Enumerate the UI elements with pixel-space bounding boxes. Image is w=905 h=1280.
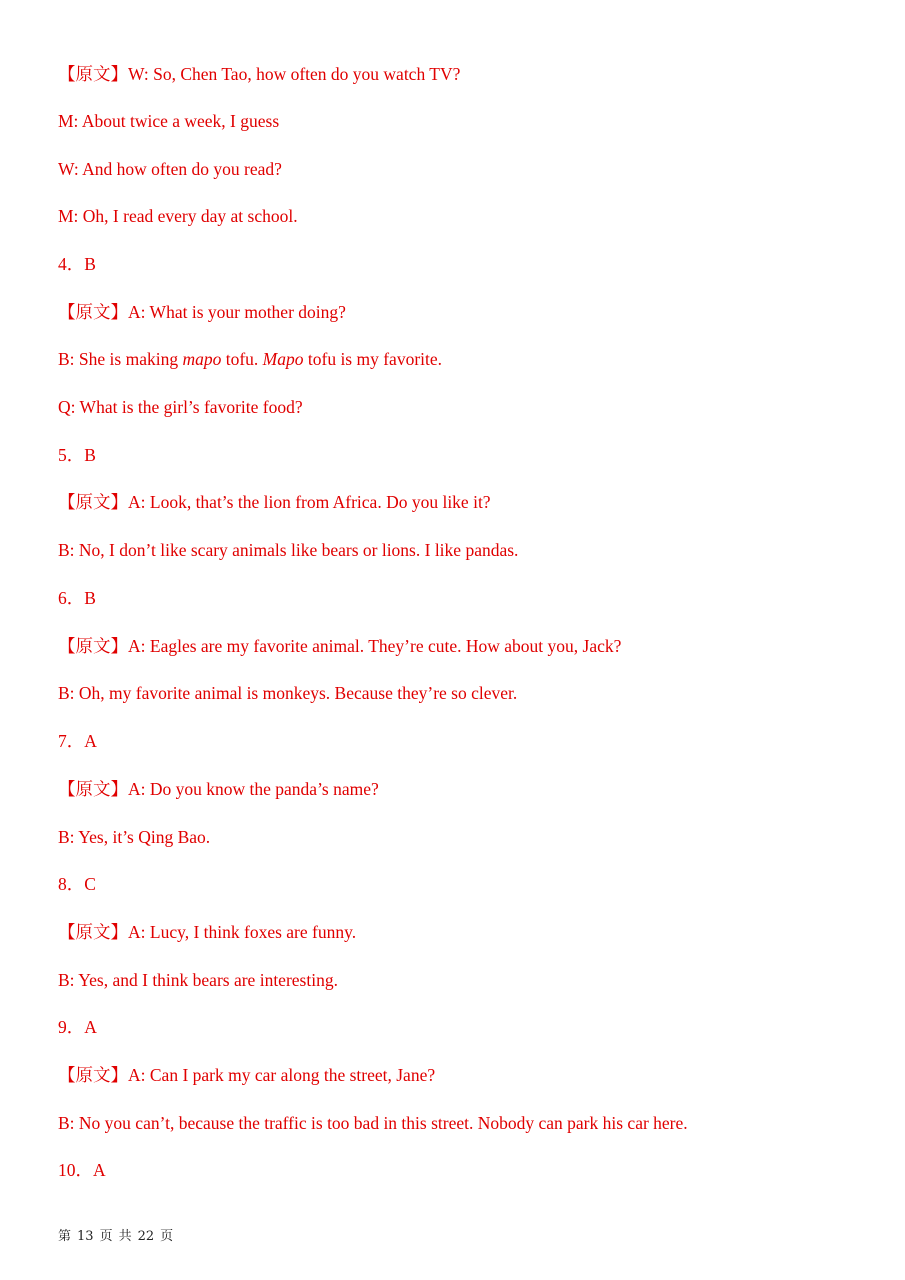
answer-line — [58, 252, 865, 276]
line-text: A: What is your mother doing? — [128, 302, 346, 322]
source-text-tag: 【原文】 — [58, 922, 128, 942]
text-line — [58, 300, 865, 324]
line-text: A: Eagles are my favorite animal. They’re cute. How about you, Jack? — [128, 636, 622, 656]
answer-text: 6．B — [58, 588, 96, 608]
footer-word: 共 — [118, 1229, 132, 1244]
source-text-tag: 【原文】 — [58, 302, 128, 322]
page-footer — [58, 1228, 179, 1246]
line-text-part: tofu is my favorite. — [303, 349, 443, 369]
line-text: M: About twice a week, I guess — [58, 111, 280, 131]
text-line — [58, 490, 865, 514]
line-text: W: And how often do you read? — [58, 159, 282, 179]
source-text-tag: 【原文】 — [58, 636, 128, 656]
current-page-number: 13 — [77, 1229, 94, 1244]
answer-text: 5．B — [58, 445, 96, 465]
answer-line — [58, 1158, 865, 1182]
answer-line — [58, 872, 865, 896]
text-line — [58, 109, 865, 133]
line-text: B: Yes, it’s Qing Bao. — [58, 827, 211, 847]
line-text-part: B: She is making — [58, 349, 183, 369]
answer-line — [58, 586, 865, 610]
answer-text: 8．C — [58, 874, 96, 894]
source-text-tag: 【原文】 — [58, 779, 128, 799]
answer-text: 10．A — [58, 1160, 106, 1180]
answer-text: 4．B — [58, 254, 96, 274]
line-text: Q: What is the girl’s favorite food? — [58, 397, 303, 417]
text-line-mapo — [58, 347, 865, 371]
text-line — [58, 681, 865, 705]
text-line — [58, 777, 865, 801]
line-text-part: tofu. — [221, 349, 263, 369]
text-line — [58, 204, 865, 228]
footer-word: 页 — [99, 1229, 113, 1244]
line-text: W: So, Chen Tao, how often do you watch TV? — [128, 64, 461, 84]
answer-line — [58, 729, 865, 753]
line-text: B: No you can’t, because the traffic is too bad in this street. Nobody can park his car here. — [58, 1113, 688, 1133]
text-line — [58, 1063, 865, 1087]
text-line — [58, 968, 865, 992]
source-text-tag: 【原文】 — [58, 64, 128, 84]
text-line — [58, 395, 865, 419]
text-line — [58, 1111, 865, 1135]
answer-text: 9．A — [58, 1017, 97, 1037]
line-text: A: Do you know the panda’s name? — [128, 779, 379, 799]
line-text: A: Can I park my car along the street, Jane? — [128, 1065, 436, 1085]
text-line — [58, 538, 865, 562]
italic-word: Mapo — [262, 349, 304, 369]
answer-line — [58, 1015, 865, 1039]
source-text-tag: 【原文】 — [58, 492, 128, 512]
text-line — [58, 157, 865, 181]
italic-word: mapo — [182, 349, 222, 369]
line-text: M: Oh, I read every day at school. — [58, 206, 298, 226]
text-line — [58, 62, 865, 86]
footer-word: 第 — [58, 1229, 72, 1244]
text-line — [58, 634, 865, 658]
line-text: A: Look, that’s the lion from Africa. Do you like it? — [128, 492, 491, 512]
source-text-tag: 【原文】 — [58, 1065, 128, 1085]
text-line — [58, 920, 865, 944]
line-text: B: Oh, my favorite animal is monkeys. Because they’re so clever. — [58, 683, 518, 703]
footer-word: 页 — [160, 1229, 174, 1244]
answer-text: 7．A — [58, 731, 97, 751]
line-text: B: Yes, and I think bears are interesting. — [58, 970, 338, 990]
total-page-count: 22 — [137, 1229, 155, 1244]
answer-line — [58, 443, 865, 467]
line-text: A: Lucy, I think foxes are funny. — [128, 922, 357, 942]
line-text: B: No, I don’t like scary animals like bears or lions. I like pandas. — [58, 540, 519, 560]
text-line — [58, 825, 865, 849]
